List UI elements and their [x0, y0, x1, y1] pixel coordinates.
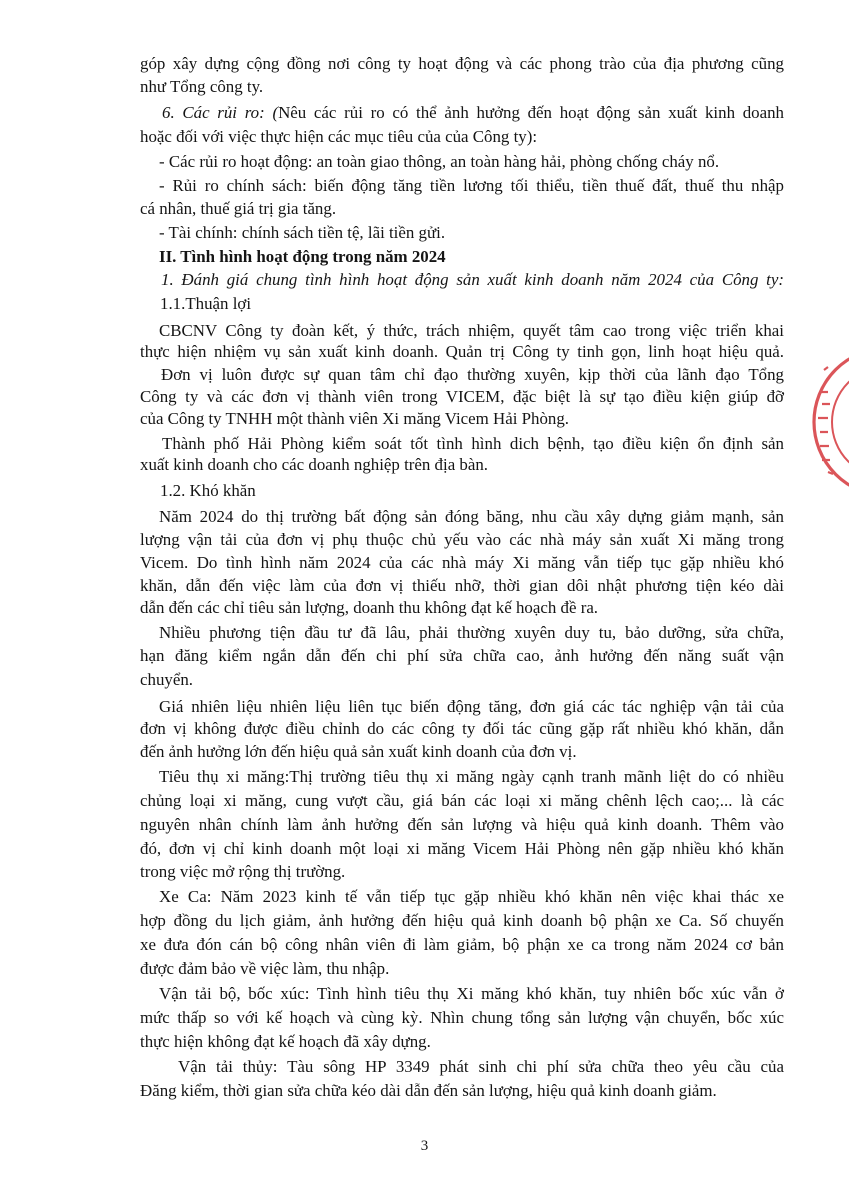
- bullet-line: - Các rủi ro hoạt động: an toàn giao thông, an toàn hàng hải, phòng chống cháy nổ.: [159, 152, 720, 171]
- page-number: 3: [420, 1138, 429, 1154]
- text-line: Xe Ca: Năm 2023 kinh tế vẫn tiếp tục gặp nhiều khó khăn nên việc khai thác xe: [159, 887, 784, 906]
- text-line: thực hiện nhiệm vụ sản xuất kinh doanh. Quản trị Công ty tinh gọn, linh hoạt hiệu quả.: [140, 342, 784, 361]
- text-line: hạn đăng kiểm ngắn dẫn đến chi phí sửa chữa cao, ảnh hưởng đến năng suất vận: [140, 646, 784, 665]
- bullet-line: - Tài chính: chính sách tiền tệ, lãi tiền gửi.: [159, 223, 446, 242]
- text-line: lượng vận tải của đơn vị phụ thuộc chủ yếu vào các nhà máy sản xuất Xi măng trong: [140, 530, 784, 549]
- text-line: thực hiện không đạt kế hoạch đã xây dựng.: [140, 1032, 431, 1051]
- text-line: Vận tải thủy: Tàu sông HP 3349 phát sinh chi phí sửa chữa theo yêu cầu của: [178, 1057, 784, 1076]
- text-line: góp xây dựng cộng đồng nơi công ty hoạt động và các phong trào của địa phương cũng: [140, 54, 784, 73]
- text-line: dẫn đến các chỉ tiêu sản lượng, doanh thu không đạt kế hoạch đề ra.: [140, 598, 599, 617]
- text-line: Giá nhiên liệu nhiên liệu liên tục biến động tăng, đơn giá các tác nghiệp vận tải của: [159, 697, 784, 716]
- text-line: nguyên nhân chính làm ảnh hưởng đến sản lượng và hiệu quả kinh doanh. Thêm vào: [140, 815, 784, 834]
- text-line: hoặc đối với việc thực hiện các mục tiêu của của Công ty):: [140, 127, 538, 146]
- text-line: cá nhân, thuế giá trị gia tăng.: [140, 199, 337, 218]
- text-line: chuyển.: [140, 670, 193, 689]
- bullet-line: - Rủi ro chính sách: biến động tăng tiền lương tối thiểu, tiền thuế đất, thuế thu nhập: [159, 176, 784, 195]
- text-line: Nhiều phương tiện đầu tư đã lâu, phải thường xuyên duy tu, bảo dưỡng, sửa chữa,: [159, 623, 784, 642]
- text-line: Thành phố Hải Phòng kiểm soát tốt tình hình dich bệnh, tạo điều kiện ổn định sản: [162, 434, 784, 453]
- text-line: Vận tải bộ, bốc xúc: Tình hình tiêu thụ Xi măng khó khăn, tuy nhiên bốc xúc vẫn ở: [159, 984, 784, 1003]
- text-line: trong việc mở rộng thị trường.: [140, 862, 346, 881]
- company-stamp: [808, 342, 849, 502]
- text-line: đơn vị không được điều chỉnh do các công ty đối tác cũng gặp rất nhiều khó khăn, dẫn: [140, 719, 784, 738]
- text-line: Tiêu thụ xi măng:Thị trường tiêu thụ xi măng ngày cạnh tranh mãnh liệt do có nhiều: [159, 767, 784, 786]
- text-line: đến ảnh hưởng lớn đến hiệu quả sản xuất kinh doanh của đơn vị.: [140, 742, 577, 761]
- text-line: Đăng kiểm, thời gian sửa chữa kéo dài dẫn đến sản lượng, hiệu quả kinh doanh giảm.: [140, 1081, 717, 1100]
- text-line: của Công ty TNHH một thành viên Xi măng Vicem Hải Phòng.: [140, 409, 570, 428]
- text-line: mức thấp so với kế hoạch và cùng kỳ. Nhìn chung tổng sản lượng vận chuyển, bốc xúc: [140, 1008, 784, 1027]
- text-line: chủng loại xi măng, cung vượt cầu, giá bán các loại xi măng chênh lệch cao;... là các: [140, 791, 784, 810]
- text-line: xuất kinh doanh cho các doanh nghiệp trên địa bàn.: [140, 455, 489, 474]
- text-line: được đảm bảo về việc làm, thu nhập.: [140, 959, 390, 978]
- text-line: như Tổng công ty.: [140, 77, 264, 96]
- text-line: đó, đơn vị chỉ kinh doanh một loại xi măng Vicem Hải Phòng nên gặp nhiều khó khăn: [140, 839, 784, 858]
- text-line: xe đưa đón cán bộ công nhân viên đi làm giảm, bộ phận xe ca trong năm 2024 cơ bản: [140, 935, 784, 954]
- text-line: khăn, dẫn đến việc làm của đơn vị thiếu nhỡ, thời gian dôi nhật phương tiện kéo dài: [140, 576, 784, 595]
- subheading-difficulties: 1.2. Khó khăn: [160, 481, 256, 500]
- risks-heading: 6. Các rủi ro: (: [162, 103, 279, 122]
- risks-intro: Nêu các rủi ro có thể ảnh hưởng đến hoạt động sản xuất kinh doanh: [278, 103, 785, 122]
- subheading-advantages: 1.1.Thuận lợi: [160, 294, 252, 313]
- text-line: CBCNV Công ty đoàn kết, ý thức, trách nhiệm, quyết tâm cao trong việc triển khai: [159, 321, 784, 340]
- text-line: Công ty và các đơn vị thành viên trong VICEM, đặc biệt là sự tạo điều kiện giúp đỡ: [140, 387, 784, 406]
- text-line: hợp đồng du lịch giảm, ảnh hưởng đến hiệu quả kinh doanh bộ phận xe Ca. Số chuyến: [140, 911, 784, 930]
- text-line: Đơn vị luôn được sự quan tâm chỉ đạo thường xuyên, kịp thời của lãnh đạo Tổng: [161, 365, 784, 384]
- text-line: Vicem. Do tình hình năm 2024 của các nhà máy Xi măng vẫn tiếp tục gặp nhiều khó: [140, 553, 784, 572]
- text-line: Năm 2024 do thị trường bất động sản đóng băng, nhu cầu xây dựng giảm mạnh, sản: [159, 507, 784, 526]
- section-heading: II. Tình hình hoạt động trong năm 2024: [159, 247, 446, 266]
- risks-heading-line: [162, 102, 784, 123]
- stamp-inner-ring: [832, 366, 849, 478]
- subsection-heading: 1. Đánh giá chung tình hình hoạt động sản xuất kinh doanh năm 2024 của Công ty:: [161, 270, 784, 289]
